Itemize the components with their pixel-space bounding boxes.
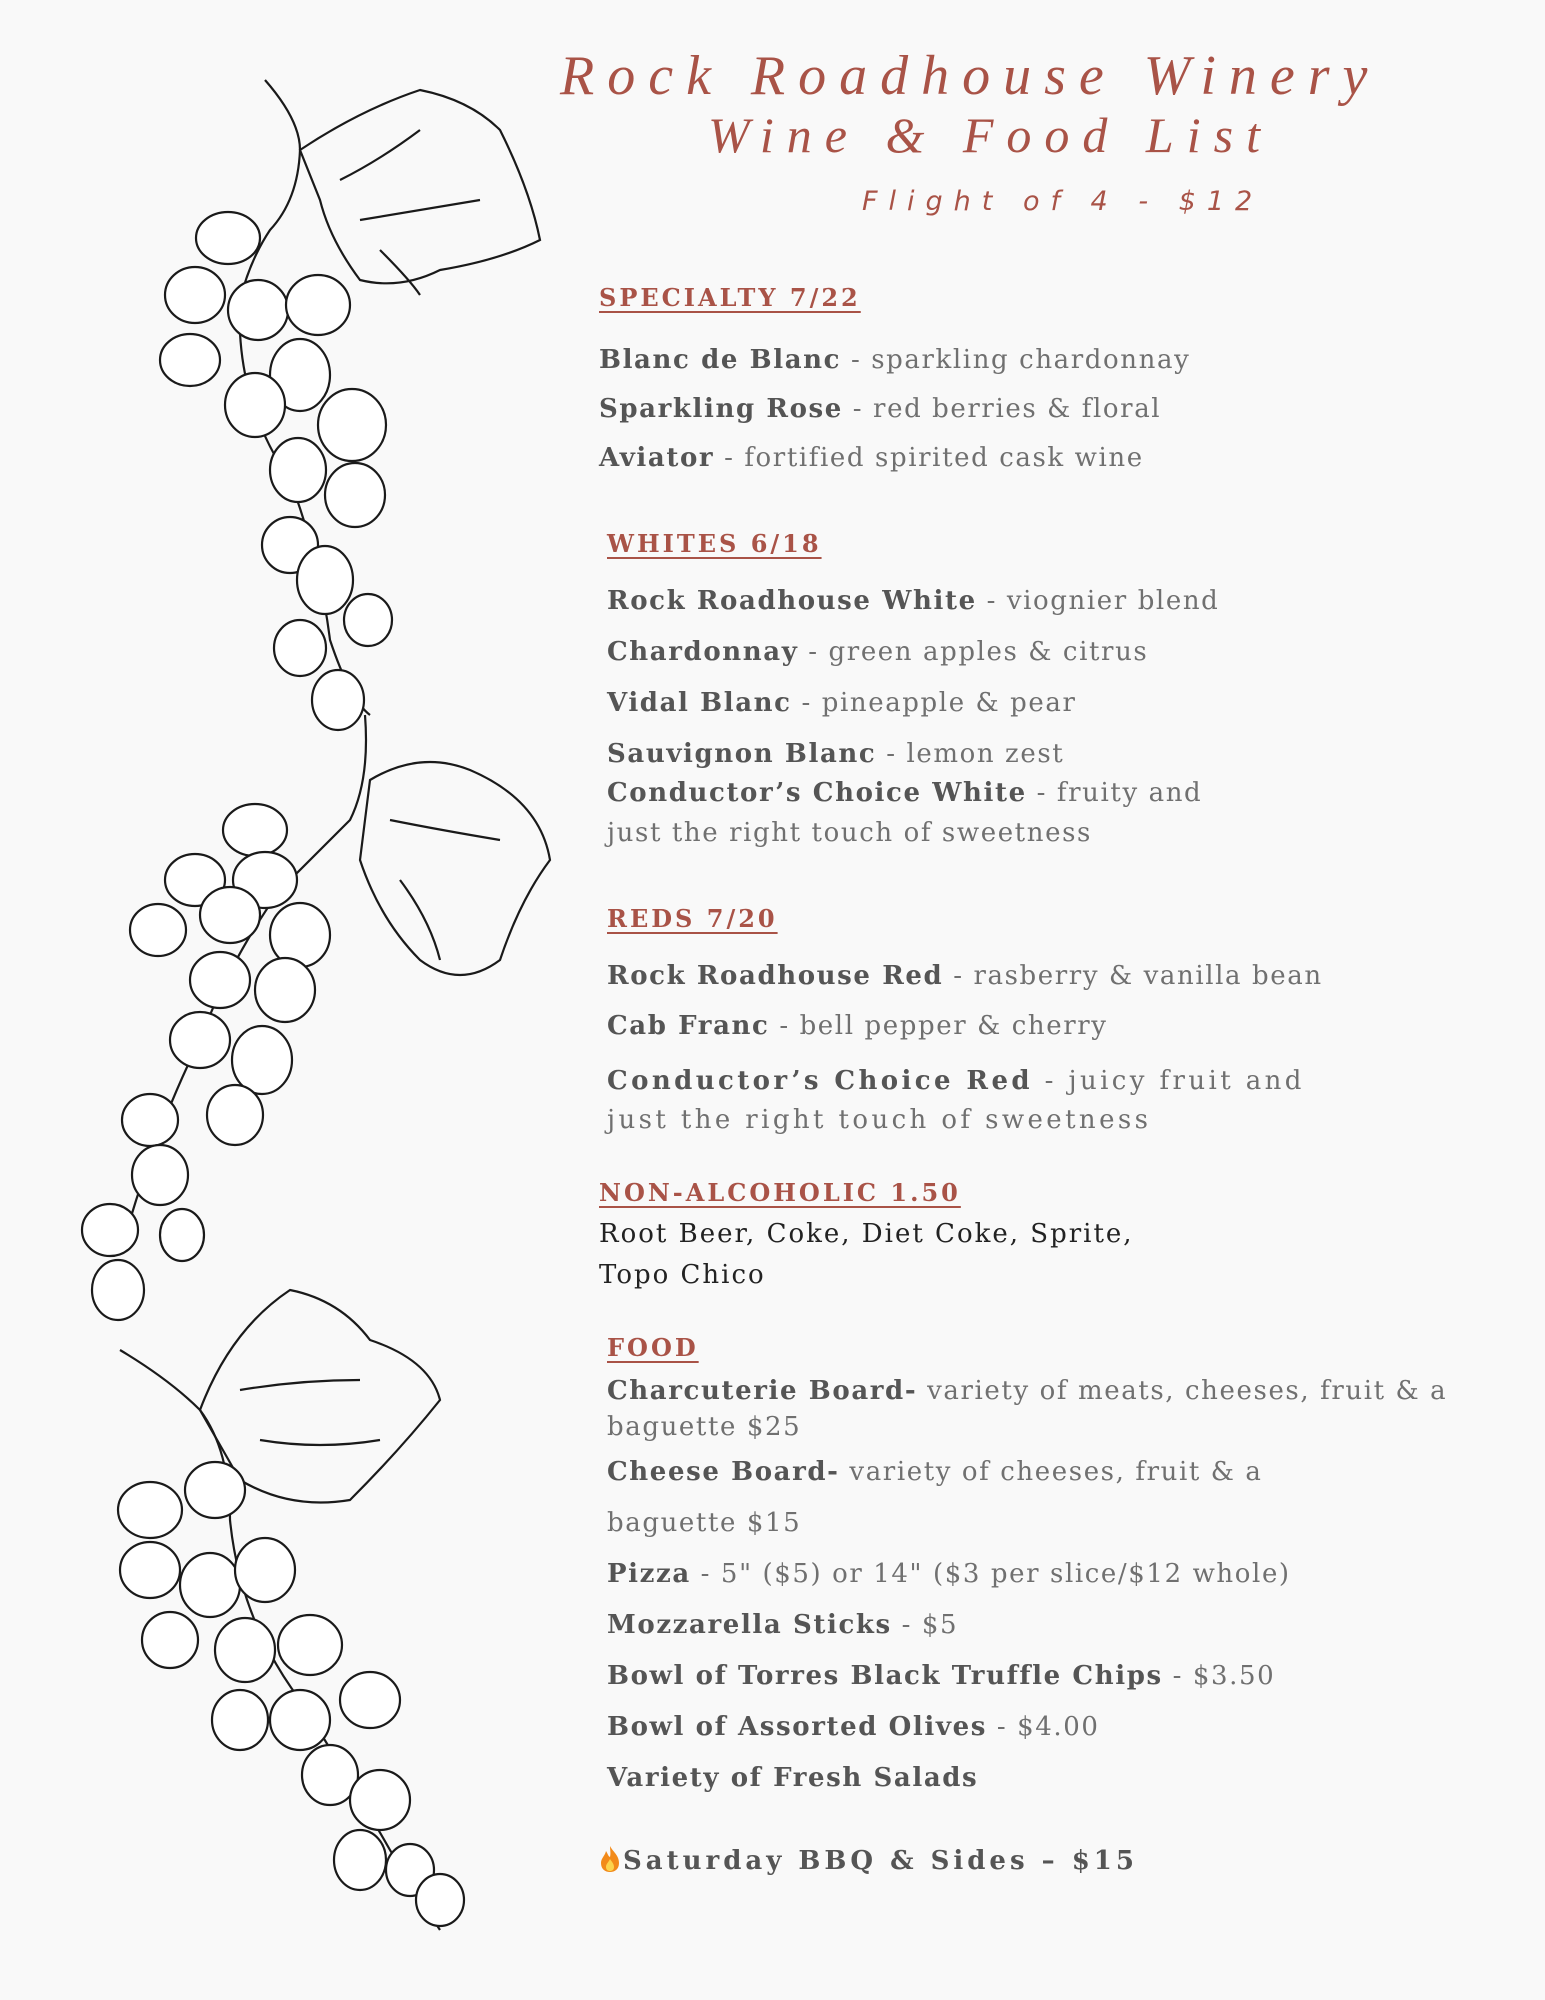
fire-icon [597, 1845, 623, 1876]
wine-desc: - juicy fruit and [1032, 1066, 1305, 1096]
section-heading-food: FOOD [607, 1333, 699, 1362]
wine-desc: - rasberry & vanilla bean [943, 961, 1323, 991]
wine-desc: - pineapple & pear [791, 688, 1077, 718]
wine-desc: - green apples & citrus [798, 637, 1149, 667]
food-name: Variety of Fresh Salads [607, 1763, 979, 1793]
wine-item [607, 778, 1202, 808]
food-desc: - $3.50 [1162, 1661, 1276, 1691]
wine-item [607, 961, 1323, 991]
food-item [607, 1610, 958, 1640]
wine-name: Aviator [599, 443, 715, 473]
wine-name: Rock Roadhouse White [607, 586, 977, 616]
food-desc: variety of meats, cheeses, fruit & a [917, 1376, 1448, 1406]
section-heading-reds: REDS 7/20 [607, 904, 778, 933]
food-item [607, 1559, 1291, 1589]
wine-item [607, 1011, 1108, 1041]
food-desc: - 5" ($5) or 14" ($3 per slice/$12 whole) [690, 1559, 1291, 1589]
wine-item [607, 586, 1219, 616]
food-item [607, 1763, 978, 1793]
section-heading-whites: WHITES 6/18 [607, 529, 822, 558]
wine-item [599, 443, 1144, 473]
food-name: Cheese Board- [607, 1457, 840, 1487]
wine-name: Sparkling Rose [599, 394, 843, 424]
food-desc: - $5 [891, 1610, 959, 1640]
food-name: Bowl of Assorted Olives [607, 1712, 987, 1742]
food-desc: variety of cheeses, fruit & a [839, 1457, 1263, 1487]
wine-desc: - fortified spirited cask wine [714, 443, 1144, 473]
wine-name: Vidal Blanc [607, 688, 792, 718]
wine-desc: - sparkling chardonnay [841, 345, 1191, 375]
section-heading-nonalcoholic: NON-ALCOHOLIC 1.50 [599, 1178, 961, 1207]
food-desc-continuation: baguette $25 [607, 1412, 802, 1442]
wine-desc-continuation: just the right touch of sweetness [607, 818, 1092, 848]
wine-item [607, 637, 1148, 667]
drinks-list: Root Beer, Coke, Diet Coke, Sprite, [599, 1219, 1134, 1249]
food-item [607, 1457, 1263, 1487]
wine-name: Blanc de Blanc [599, 345, 842, 375]
food-name: Bowl of Torres Black Truffle Chips [607, 1661, 1163, 1691]
food-item [607, 1661, 1275, 1691]
food-desc-continuation: baguette $15 [607, 1508, 802, 1538]
wine-name: Cab Franc [607, 1011, 770, 1041]
wine-item [599, 394, 1161, 424]
wine-name: Rock Roadhouse Red [607, 961, 944, 991]
food-desc: - $4.00 [986, 1712, 1100, 1742]
food-name: Charcuterie Board- [607, 1376, 918, 1406]
drinks-list-continuation: Topo Chico [599, 1260, 766, 1290]
wine-desc: - fruity and [1026, 778, 1203, 808]
grape-vine-illustration [0, 0, 560, 2000]
bbq-text: Saturday BBQ & Sides – $15 [623, 1846, 1138, 1876]
food-name: Mozzarella Sticks [607, 1610, 892, 1640]
wine-desc: - red berries & floral [842, 394, 1162, 424]
food-item [607, 1712, 1100, 1742]
wine-name: Sauvignon Blanc [607, 739, 877, 769]
wine-item [607, 739, 1064, 769]
flight-price: Flight of 4 - $12 [862, 186, 1264, 217]
wine-name: Chardonnay [607, 637, 799, 667]
food-name: Pizza [607, 1559, 691, 1589]
section-heading-specialty: SPECIALTY 7/22 [599, 283, 861, 312]
food-item [607, 1376, 1447, 1406]
wine-item [599, 345, 1190, 375]
bbq-special [597, 1845, 1138, 1876]
winery-title: Rock Roadhouse Winery [560, 45, 1381, 107]
wine-desc: - viognier blend [976, 586, 1220, 616]
menu-subtitle: Wine & Food List [708, 107, 1273, 163]
wine-desc: - bell pepper & cherry [769, 1011, 1108, 1041]
wine-desc-continuation: just the right touch of sweetness [607, 1105, 1152, 1135]
wine-name: Conductor’s Choice Red [607, 1066, 1033, 1096]
wine-item [607, 1066, 1305, 1096]
wine-desc: - lemon zest [876, 739, 1065, 769]
wine-name: Conductor’s Choice White [607, 778, 1027, 808]
wine-item [607, 688, 1077, 718]
